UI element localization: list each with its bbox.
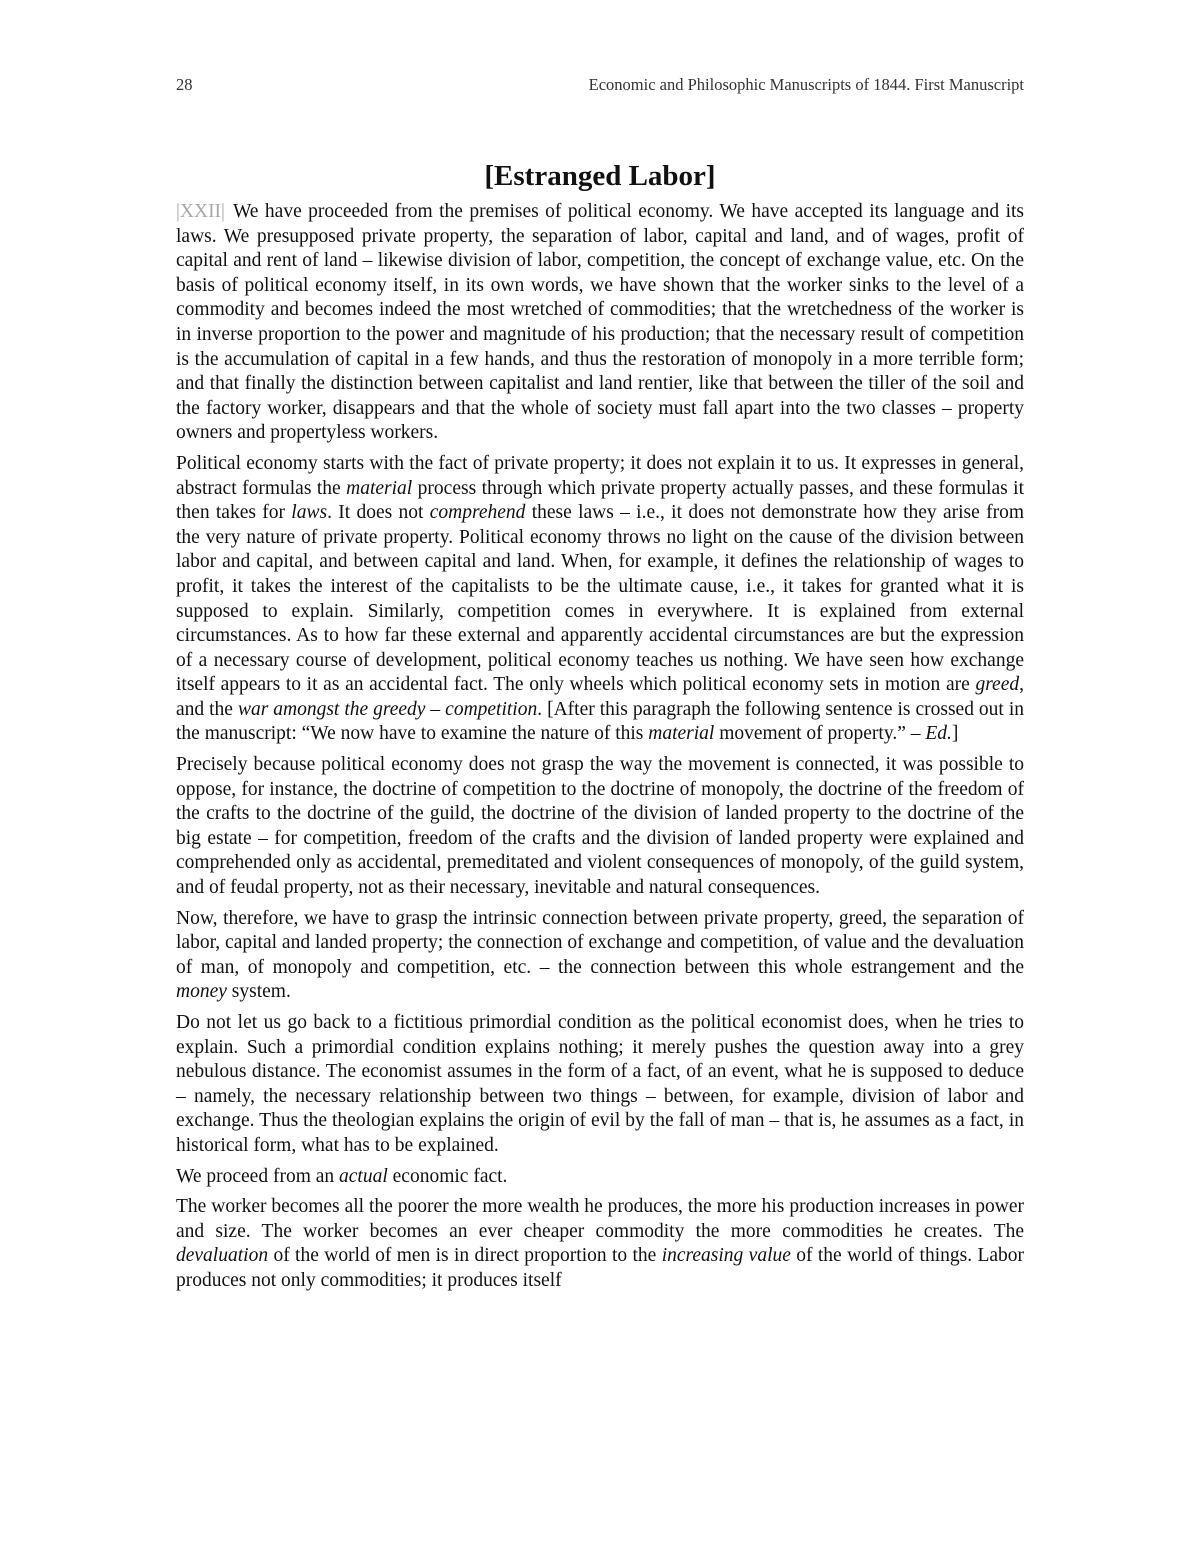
emphasis: money — [176, 981, 227, 1003]
paragraph-1-text: We have proceeded from the premises of political economy. We have accepted its language and its laws. We presupposed private property, the separation of labor, capital and land, and of wages, profit of capital and rent of land – likewise division of labor, competition, the concept of exchange value, etc. On the basis of political economy itself, in its own words, we have shown that the worker sinks to the level of a commodity and becomes indeed the most wretched of commodities; that the wretchedness of the worker is in inverse proportion to the power and magnitude of his production; that the necessary result of competition is the accumulation of capital in a few hands, and thus the restoration of monopoly in a more terrible form; and that finally the distinction between capitalist and land rentier, like that between the tiller of the soil and the factory worker, disappears and that the whole of society must fall apart into the two classes – property owners and propertyless workers. — [176, 201, 1024, 444]
emphasis: greed — [975, 674, 1020, 696]
paragraph-3: Precisely because political economy does not grasp the way the movement is connected, it was possible to oppose, for instance, the doctrine of competition to the doctrine of monopoly, the doctrine of the freedom of the crafts to the doctrine of the guild, the doctrine of the division of landed property to the doctrine of the big estate – for competition, freedom of the crafts and the division of landed property were explained and comprehended only as accidental, premeditated and violent consequences of monopoly, of the guild system, and of feudal property, not as their necessary, inevitable and natural consequences. — [176, 754, 1024, 899]
text-run: . [After this paragraph the following sentence is crossed out in the manuscript: “We now have to examine the nature of this — [176, 698, 1024, 745]
text-run: We proceed from an — [176, 1165, 340, 1187]
text-run: . It does not — [327, 502, 430, 524]
manuscript-page-marker: |XXII| — [176, 201, 225, 222]
emphasis: material — [648, 723, 715, 745]
emphasis: war amongst the greedy – competition — [237, 698, 538, 720]
running-header — [176, 75, 1024, 99]
emphasis: actual — [339, 1165, 388, 1187]
text-run: these laws – i.e., it does not demonstrate how they arise from the very nature of private property. Political economy throws no light on the cause of the division between labor and capital, and between capital and land. When, for example, it defines the relationship of wages to profit, it takes the interest of the capitalists to be the ultimate cause, i.e., it takes for granted what it is supposed to explain. Similarly, competition comes in everywhere. It is explained from external circumstances. As to how far these external and apparently accidental circumstances are but the expression of a necessary course of development, political economy teaches us nothing. We have seen how exchange itself appears to it as an accidental fact. The only wheels which political economy sets in motion are — [176, 502, 1024, 696]
emphasis: devaluation — [176, 1245, 269, 1267]
page-number: 28 — [176, 75, 193, 94]
text-run: The worker becomes all the poorer the more wealth he produces, the more his production increases in power and size. The worker becomes an ever cheaper commodity the more commodities he creates. The — [176, 1196, 1024, 1242]
text-run: ] — [951, 723, 959, 745]
paragraph-4 — [176, 907, 1024, 1005]
paragraph-1 — [176, 200, 1024, 446]
emphasis: material — [346, 477, 413, 499]
paragraph-6 — [176, 1165, 1024, 1190]
emphasis: Ed. — [925, 723, 952, 745]
emphasis: laws — [291, 502, 328, 524]
text-run: of the world of things. Labor produces not only commodities; it produces itself — [176, 1245, 1025, 1291]
text-run: Political economy starts with the fact of private property; it does not explain it to us. It expresses in general, abstract formulas the — [176, 452, 1024, 499]
chapter-title: [Estranged Labor] — [484, 160, 716, 192]
text-run: , and the — [176, 674, 1024, 720]
emphasis: increasing value — [661, 1245, 791, 1267]
text-run: economic fact. — [387, 1165, 508, 1187]
body-text — [176, 200, 1024, 1300]
paragraph-2 — [176, 452, 1024, 747]
text-run: Now, therefore, we have to grasp the intrinsic connection between private property, greed, the separation of labor, capital and landed property; the connection of exchange and competition, of value and the devaluation of man, of monopoly and competition, etc. – the connection between this whole estrangement and the — [176, 907, 1024, 978]
text-run: of the world of men is in direct proportion to the — [268, 1245, 662, 1267]
paragraph-7 — [176, 1195, 1024, 1293]
running-title: Economic and Philosophic Manuscripts of 1844. First Manuscript — [588, 75, 1024, 94]
text-run: system. — [226, 981, 291, 1003]
text-run: process through which private property actually passes, and these formulas it then takes for — [176, 477, 1024, 524]
paragraph-5: Do not let us go back to a fictitious primordial condition as the political economist does, when he tries to explain. Such a primordial condition explains nothing; it merely pushes the question away into a grey nebulous distance. The economist assumes in the form of a fact, of an event, what he is supposed to deduce – namely, the necessary relationship between two things – between, for example, division of labor and exchange. Thus the theologian explains the origin of evil by the fall of man – that is, he assumes as a fact, in historical form, what has to be explained. — [176, 1012, 1024, 1156]
text-run: movement of property.” – — [714, 723, 926, 745]
emphasis: comprehend — [429, 502, 526, 524]
